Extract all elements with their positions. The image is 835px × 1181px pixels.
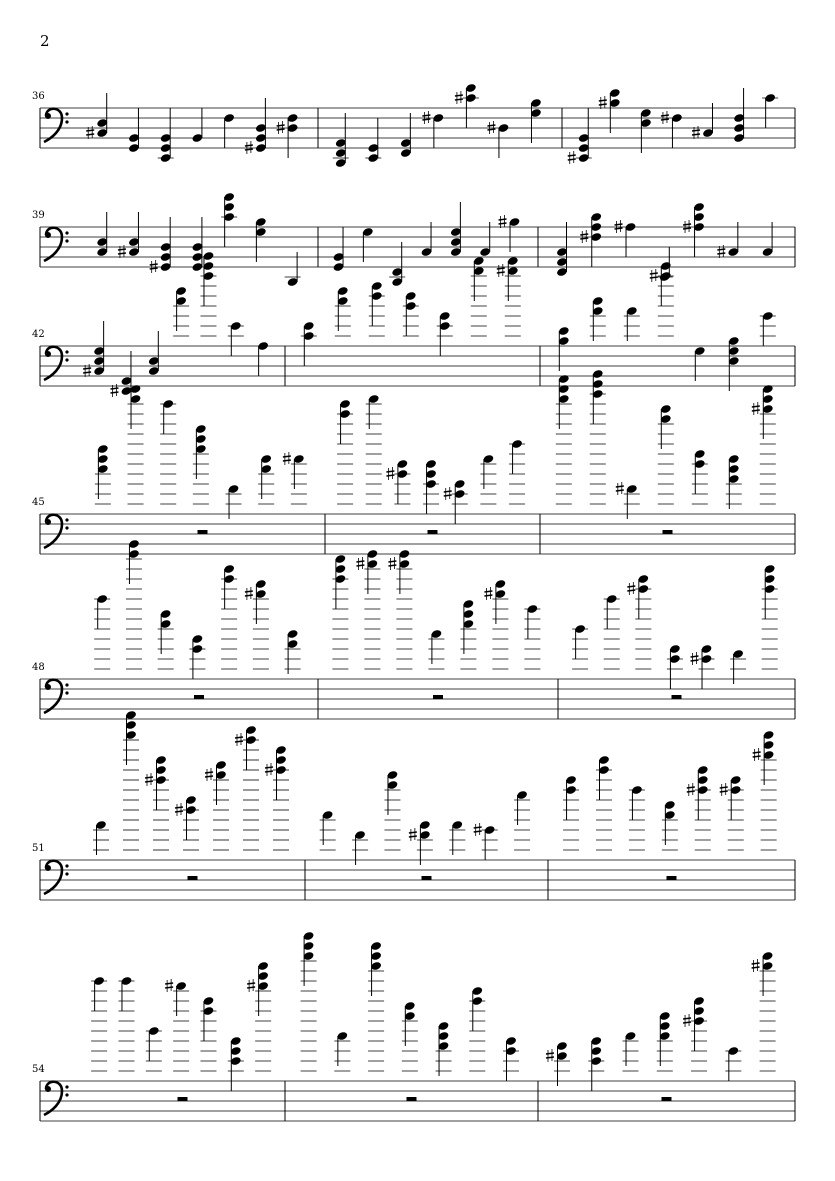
note xyxy=(409,820,433,865)
note xyxy=(474,823,498,860)
note xyxy=(725,1046,741,1081)
note xyxy=(691,644,715,689)
note xyxy=(228,321,244,356)
note xyxy=(146,1026,162,1071)
rest xyxy=(672,695,682,699)
note xyxy=(762,564,778,669)
system-5 xyxy=(32,539,795,719)
note xyxy=(333,113,349,168)
note xyxy=(191,108,203,143)
rest xyxy=(433,695,443,699)
note xyxy=(480,454,496,504)
bass-clef-icon xyxy=(44,1082,69,1115)
system-4 xyxy=(32,369,795,554)
bass-clef-icon xyxy=(44,861,69,894)
note xyxy=(423,459,439,514)
note xyxy=(556,374,572,504)
bass-clef-icon xyxy=(44,680,69,713)
rest xyxy=(662,1097,672,1101)
note xyxy=(720,775,744,850)
note xyxy=(200,251,216,336)
note xyxy=(580,212,602,267)
note xyxy=(118,212,140,258)
note xyxy=(616,482,640,519)
note xyxy=(403,291,419,336)
note xyxy=(126,539,142,669)
note xyxy=(389,242,405,287)
note xyxy=(514,790,530,850)
note xyxy=(436,1021,452,1076)
rest xyxy=(667,876,677,880)
note xyxy=(332,554,348,669)
note xyxy=(189,634,205,679)
note xyxy=(83,321,105,377)
measure-number: 39 xyxy=(32,210,45,221)
note xyxy=(283,452,307,504)
note xyxy=(223,113,235,148)
note xyxy=(588,1036,604,1091)
note xyxy=(662,800,678,850)
note xyxy=(733,88,745,143)
measure-number: 51 xyxy=(32,843,45,854)
note xyxy=(604,594,620,669)
note xyxy=(469,986,485,1071)
note xyxy=(629,785,645,850)
system-2 xyxy=(32,192,795,287)
note xyxy=(455,83,479,128)
note xyxy=(402,1001,418,1071)
bass-clef-icon xyxy=(44,515,69,548)
rest xyxy=(428,530,438,534)
note xyxy=(726,454,742,509)
note xyxy=(301,321,317,366)
note xyxy=(369,281,385,336)
note xyxy=(484,579,508,669)
note xyxy=(245,98,267,154)
note xyxy=(563,775,579,850)
note xyxy=(221,564,237,669)
rest xyxy=(407,1097,417,1101)
note xyxy=(450,202,462,257)
note xyxy=(228,1036,244,1091)
note xyxy=(118,976,134,1071)
note xyxy=(265,745,289,850)
note xyxy=(752,384,776,504)
note xyxy=(437,311,453,356)
note xyxy=(762,93,778,128)
note xyxy=(301,931,317,1071)
note xyxy=(471,256,487,336)
note xyxy=(657,1011,673,1071)
note xyxy=(158,609,174,669)
note xyxy=(460,599,476,669)
note xyxy=(388,549,412,669)
note xyxy=(509,439,525,504)
note xyxy=(530,98,542,143)
measure-number: 48 xyxy=(32,662,45,673)
note xyxy=(193,424,209,504)
rest xyxy=(422,876,432,880)
note xyxy=(258,454,274,504)
measure-number: 45 xyxy=(32,497,45,508)
note xyxy=(661,111,683,148)
note xyxy=(752,951,776,1071)
note xyxy=(277,113,299,158)
note xyxy=(150,217,172,273)
note xyxy=(335,286,351,336)
note xyxy=(624,306,640,341)
system-3 xyxy=(32,251,795,397)
note xyxy=(497,256,521,336)
note xyxy=(428,629,444,669)
note xyxy=(356,549,380,669)
note xyxy=(94,594,110,669)
note xyxy=(667,644,683,689)
bass-clef-icon xyxy=(44,347,69,380)
note xyxy=(245,579,269,669)
note xyxy=(285,629,301,674)
measure-number: 36 xyxy=(32,91,45,102)
note xyxy=(760,311,776,346)
note xyxy=(191,217,203,272)
note xyxy=(683,996,707,1071)
note xyxy=(546,1041,570,1086)
note xyxy=(658,404,674,504)
note xyxy=(599,88,621,133)
note xyxy=(255,217,267,262)
note xyxy=(524,604,540,669)
note xyxy=(568,108,592,164)
note xyxy=(572,624,588,669)
note xyxy=(333,227,345,272)
note xyxy=(334,1031,350,1071)
note xyxy=(615,220,637,257)
note xyxy=(123,710,139,850)
note xyxy=(320,810,336,850)
note xyxy=(96,212,108,257)
note xyxy=(158,108,174,163)
note xyxy=(221,192,237,247)
note xyxy=(165,979,189,1071)
note xyxy=(365,118,381,163)
note xyxy=(650,261,674,336)
note xyxy=(596,755,612,850)
note xyxy=(556,222,568,277)
note xyxy=(623,1031,639,1071)
page-number: 2 xyxy=(40,32,50,50)
note xyxy=(753,730,777,850)
note xyxy=(145,755,169,850)
note xyxy=(590,369,606,504)
note xyxy=(558,326,570,371)
rest xyxy=(194,695,204,699)
note xyxy=(422,111,444,148)
note xyxy=(692,449,708,504)
note xyxy=(93,820,109,855)
bass-clef-icon xyxy=(44,109,69,142)
note xyxy=(110,351,132,397)
note xyxy=(257,341,269,376)
note xyxy=(366,394,382,504)
rest xyxy=(663,530,673,534)
bass-clef-icon xyxy=(44,228,69,261)
note xyxy=(160,399,176,504)
note xyxy=(503,1036,519,1081)
note xyxy=(590,296,606,341)
note xyxy=(205,760,229,850)
note xyxy=(128,384,144,504)
rest xyxy=(178,1097,188,1101)
note xyxy=(91,976,107,1071)
rest xyxy=(188,876,198,880)
note xyxy=(487,121,509,158)
note xyxy=(173,286,189,336)
note xyxy=(386,459,410,504)
note xyxy=(384,770,400,850)
note xyxy=(683,202,705,257)
rest xyxy=(198,530,208,534)
measure-number: 54 xyxy=(32,1064,45,1075)
note xyxy=(148,331,160,376)
note xyxy=(175,795,199,850)
note xyxy=(128,108,140,153)
note xyxy=(368,941,384,1071)
note xyxy=(499,215,521,252)
note xyxy=(449,820,465,855)
note xyxy=(247,961,271,1071)
note xyxy=(95,444,111,504)
note xyxy=(687,765,711,850)
note xyxy=(235,725,259,850)
measure-number: 42 xyxy=(32,329,45,340)
note xyxy=(200,996,216,1071)
note xyxy=(86,93,108,139)
note xyxy=(640,108,652,153)
system-7 xyxy=(32,931,795,1121)
note xyxy=(400,113,412,158)
note xyxy=(337,399,353,504)
note xyxy=(728,336,740,391)
system-1 xyxy=(32,83,795,168)
note xyxy=(627,574,651,669)
note xyxy=(444,479,468,524)
system-6 xyxy=(32,710,795,900)
